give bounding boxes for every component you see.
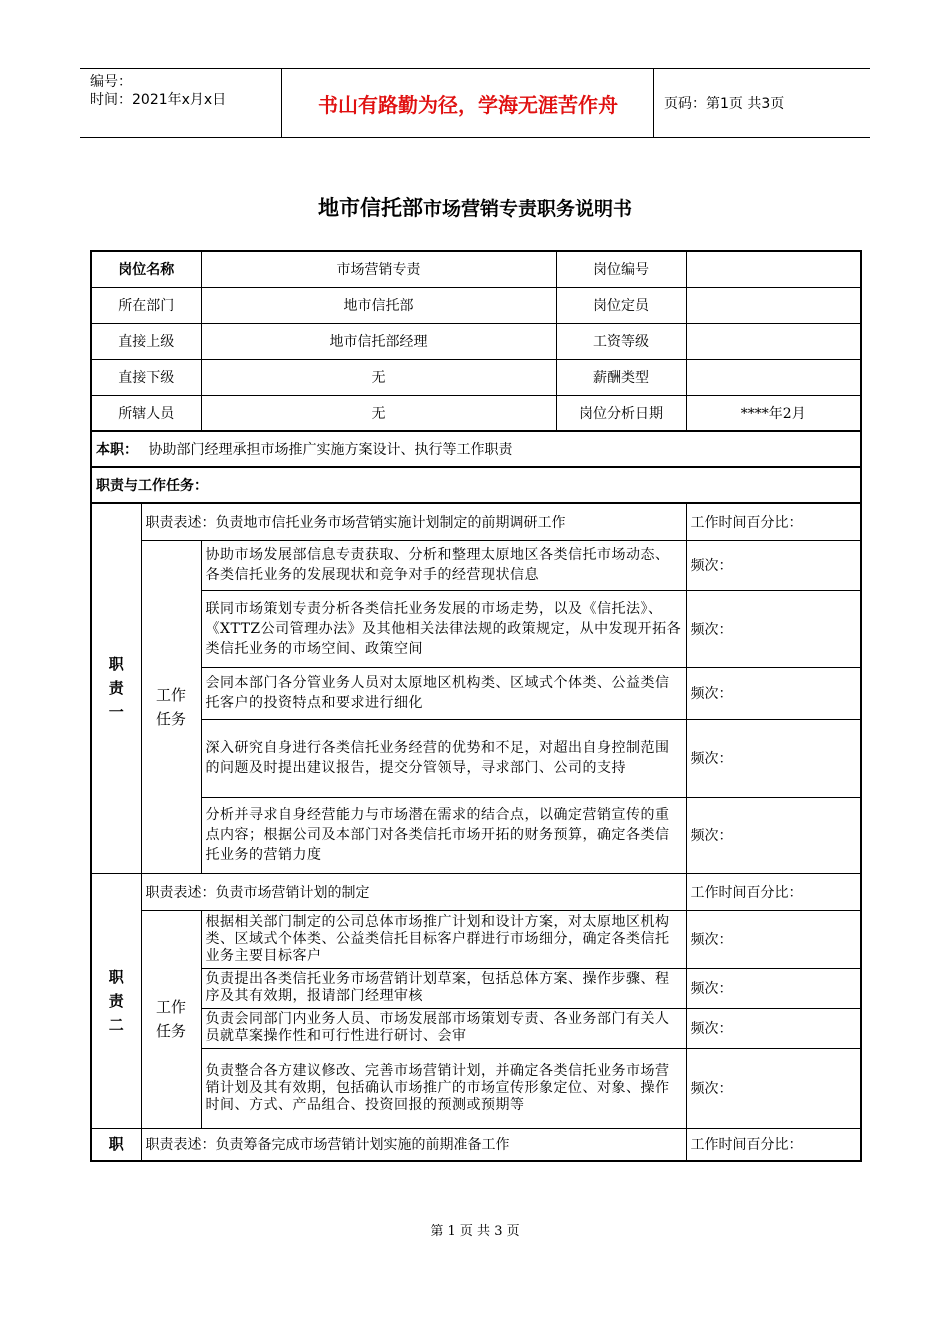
task-row: [91, 968, 861, 1008]
task-freq: 频次：: [686, 1048, 861, 1128]
info-value2: [686, 287, 861, 323]
duty1-work-label: 工作 任务: [141, 540, 201, 873]
task-row: [91, 667, 861, 719]
info-label2: 薪酬类型: [556, 359, 686, 395]
duty1-statement: 职责表述：负责地市信托业务市场营销实施计划制定的前期调研工作: [141, 503, 686, 540]
duty3-label: 职: [91, 1128, 141, 1161]
task-freq: 频次：: [686, 968, 861, 1008]
task-text: 联同市场策划专责分析各类信托业务发展的市场走势，以及《信托法》、《XTTZ公司管理办法》及其他相关法律法规的政策规定，从中发现开拓各类信托业务的市场空间、政策空间: [201, 590, 686, 667]
info-value: 市场营销专责: [201, 251, 556, 287]
info-value2: [686, 251, 861, 287]
title-main: 地市信托部: [317, 196, 423, 220]
core-duty-label: 本职：: [96, 442, 138, 458]
info-value2: ****年2月: [686, 395, 861, 431]
info-value: 无: [201, 395, 556, 431]
task-text: 负责整合各方建议修改、完善市场营销计划，并确定各类信托业务市场营销计划及其有效期，包括确认市场推广的市场宣传形象定位、对象、操作时间、方式、产品组合、投资回报的预测或预期等: [201, 1048, 686, 1128]
info-row: [91, 287, 861, 323]
duties-header-row: [91, 467, 861, 503]
task-row: [91, 1008, 861, 1048]
task-row: [91, 719, 861, 797]
task-freq: 频次：: [686, 910, 861, 968]
core-duty-row: [91, 431, 861, 467]
page-info: 页码：第1页 共3页: [664, 96, 785, 112]
info-value: 地市信托部经理: [201, 323, 556, 359]
title-sub: 市场营销专责职务说明书: [422, 198, 632, 220]
duty2-statement: 职责表述：负责市场营销计划的制定: [141, 873, 686, 910]
duty1-label: 职 责 一: [91, 503, 141, 873]
page-title: [0, 192, 950, 222]
info-label2: 岗位定员: [556, 287, 686, 323]
info-row: [91, 323, 861, 359]
info-label: 所辖人员: [91, 395, 201, 431]
info-row: [91, 395, 861, 431]
task-freq: 频次：: [686, 797, 861, 873]
time-label: 时间：2021年x月x日: [90, 92, 227, 108]
task-text: 会同本部门各分管业务人员对太原地区机构类、区域式个体类、公益类信托客户的投资特点和要求进行细化: [201, 667, 686, 719]
info-label: 直接下级: [91, 359, 201, 395]
task-text: 根据相关部门制定的公司总体市场推广计划和设计方案，对太原地区机构类、区域式个体类、公益类信托目标客户群进行市场细分，确定各类信托业务主要目标客户: [201, 910, 686, 968]
task-text: 负责提出各类信托业务市场营销计划草案，包括总体方案、操作步骤、程序及其有效期，报请部门经理审核: [201, 968, 686, 1008]
task-text: 分析并寻求自身经营能力与市场潜在需求的结合点，以确定营销宣传的重点内容；根据公司及本部门对各类信托市场开拓的财务预算，确定各类信托业务的营销力度: [201, 797, 686, 873]
duty1-statement-row: [91, 503, 861, 540]
task-freq: 频次：: [686, 719, 861, 797]
info-label: 岗位名称: [91, 251, 201, 287]
info-label: 直接上级: [91, 323, 201, 359]
task-row: [91, 540, 861, 590]
info-label: 所在部门: [91, 287, 201, 323]
task-row: [91, 1048, 861, 1128]
job-description-table: [90, 250, 862, 1162]
info-label2: 岗位编号: [556, 251, 686, 287]
task-freq: 频次：: [686, 590, 861, 667]
page-footer: 第 1 页 共 3 页: [430, 1224, 520, 1239]
info-value: 无: [201, 359, 556, 395]
number-label: 编号：: [90, 74, 132, 90]
duty2-statement-row: [91, 873, 861, 910]
duty3-statement-row: [91, 1128, 861, 1161]
task-row: [91, 797, 861, 873]
task-text: 深入研究自身进行各类信托业务经营的优势和不足，对超出自身控制范围的问题及时提出建议报告，提交分管领导，寻求部门、公司的支持: [201, 719, 686, 797]
info-value2: [686, 323, 861, 359]
info-value: 地市信托部: [201, 287, 556, 323]
task-row: [91, 910, 861, 968]
task-freq: 频次：: [686, 1008, 861, 1048]
task-freq: 频次：: [686, 540, 861, 590]
duty2-work-label: 工作 任务: [141, 910, 201, 1128]
info-value2: [686, 359, 861, 395]
duties-header: 职责与工作任务：: [91, 467, 861, 503]
task-text: 协助市场发展部信息专责获取、分析和整理太原地区各类信托市场动态、各类信托业务的发展现状和竞争对手的经营现状信息: [201, 540, 686, 590]
duty3-time-pct: 工作时间百分比：: [686, 1128, 861, 1161]
duty3-statement: 职责表述：负责筹备完成市场营销计划实施的前期准备工作: [141, 1128, 686, 1161]
duty1-time-pct: 工作时间百分比：: [686, 503, 861, 540]
task-freq: 频次：: [686, 667, 861, 719]
header-meta: [80, 69, 282, 137]
info-row: [91, 251, 861, 287]
core-duty-text: 协助部门经理承担市场推广实施方案设计、执行等工作职责: [148, 442, 513, 458]
duty2-time-pct: 工作时间百分比：: [686, 873, 861, 910]
document-header: [80, 68, 870, 138]
motto: 书山有路勤为径，学海无涯苦作舟: [283, 69, 654, 137]
task-text: 负责会同部门内业务人员、市场发展部市场策划专责、各业务部门有关人员就草案操作性和可行性进行研讨、会审: [201, 1008, 686, 1048]
duty2-label: 职 责 二: [91, 873, 141, 1128]
info-label2: 岗位分析日期: [556, 395, 686, 431]
info-label2: 工资等级: [556, 323, 686, 359]
info-row: [91, 359, 861, 395]
task-row: [91, 590, 861, 667]
